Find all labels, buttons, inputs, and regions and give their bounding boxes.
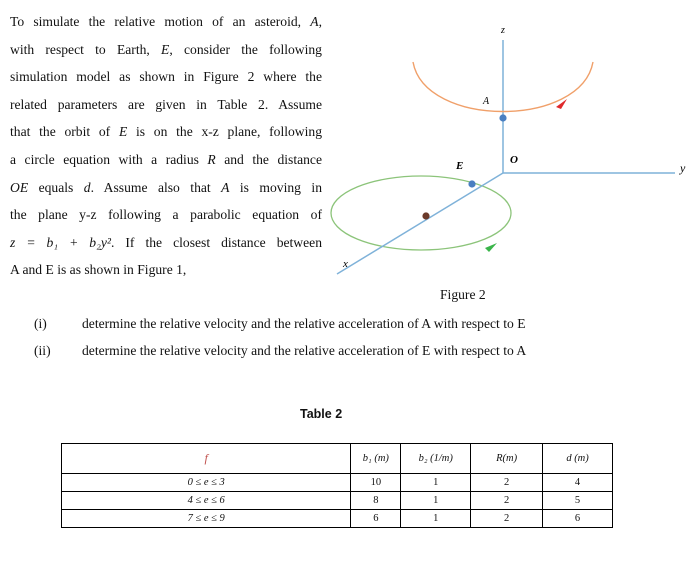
figure-caption: Figure 2 (440, 287, 486, 302)
paragraph-line-9: z = b₁ + b₂y². If the closest distance between (10, 234, 322, 250)
header-R: R(m) (471, 444, 543, 474)
header-b2: b₂ (1/m) (401, 444, 471, 474)
header-d: d (m) (543, 444, 613, 474)
cell-b2: 1 (401, 492, 471, 510)
cell-range: 0 ≤ e ≤ 3 (62, 474, 351, 492)
paragraph-line-6: a circle equation with a radius R and the distance (10, 151, 322, 167)
paragraph-line-8: the plane y-z following a parabolic equation of (10, 207, 322, 223)
question-number: (i) (34, 316, 47, 331)
question-text: determine the relative velocity and the relative acceleration of A with respect to E (82, 316, 526, 331)
label-y: y (680, 161, 686, 175)
green-direction-arrow (485, 243, 497, 252)
earth-orbit-circle (331, 176, 511, 250)
paragraph-line-2: with respect to Earth, E, consider the following (10, 41, 322, 57)
sun-point (422, 212, 429, 219)
label-A: A (483, 96, 490, 107)
paragraph-line-3: simulation model as shown in Figure 2 where the (10, 69, 322, 85)
cell-b2: 1 (401, 474, 471, 492)
paragraph-line-7: OE equals d. Assume also that A is moving in (10, 179, 323, 195)
cell-b1: 10 (351, 474, 401, 492)
question-number: (ii) (34, 343, 51, 358)
cell-d: 5 (543, 492, 613, 510)
problem-paragraph (10, 8, 322, 284)
cell-b1: 6 (351, 510, 401, 528)
figure-2-diagram (325, 0, 697, 285)
cell-d: 4 (543, 474, 613, 492)
label-E: E (456, 160, 464, 172)
question-i (34, 316, 526, 332)
cell-R: 2 (471, 510, 543, 528)
parameters-table (61, 443, 613, 528)
header-f: f (62, 444, 351, 474)
table-row (62, 510, 613, 528)
cell-b2: 1 (401, 510, 471, 528)
question-text: determine the relative velocity and the relative acceleration of E with respect to A (82, 343, 527, 358)
paragraph-line-1: To simulate the relative motion of an asteroid, A, (10, 14, 322, 29)
cell-b1: 8 (351, 492, 401, 510)
label-x: x (343, 258, 348, 270)
cell-range: 7 ≤ e ≤ 9 (62, 510, 351, 528)
table-row (62, 474, 613, 492)
cell-R: 2 (471, 474, 543, 492)
earth-point-E (468, 180, 475, 187)
paragraph-line-5: that the orbit of E is on the x-z plane, following (10, 124, 322, 140)
table-row (62, 492, 613, 510)
table-title: Table 2 (300, 407, 343, 421)
table-header-row (62, 444, 613, 474)
header-b1: b₁ (m) (351, 444, 401, 474)
cell-d: 6 (543, 510, 613, 528)
paragraph-line-10: A and E is as shown in Figure 1, (10, 262, 187, 278)
label-z: z (501, 25, 505, 36)
label-O: O (510, 154, 518, 166)
cell-range: 4 ≤ e ≤ 6 (62, 492, 351, 510)
paragraph-line-4: related parameters are given in Table 2. Assume (10, 96, 322, 112)
x-axis (337, 173, 503, 274)
cell-R: 2 (471, 492, 543, 510)
asteroid-point-A (499, 114, 506, 121)
question-ii (34, 343, 526, 359)
